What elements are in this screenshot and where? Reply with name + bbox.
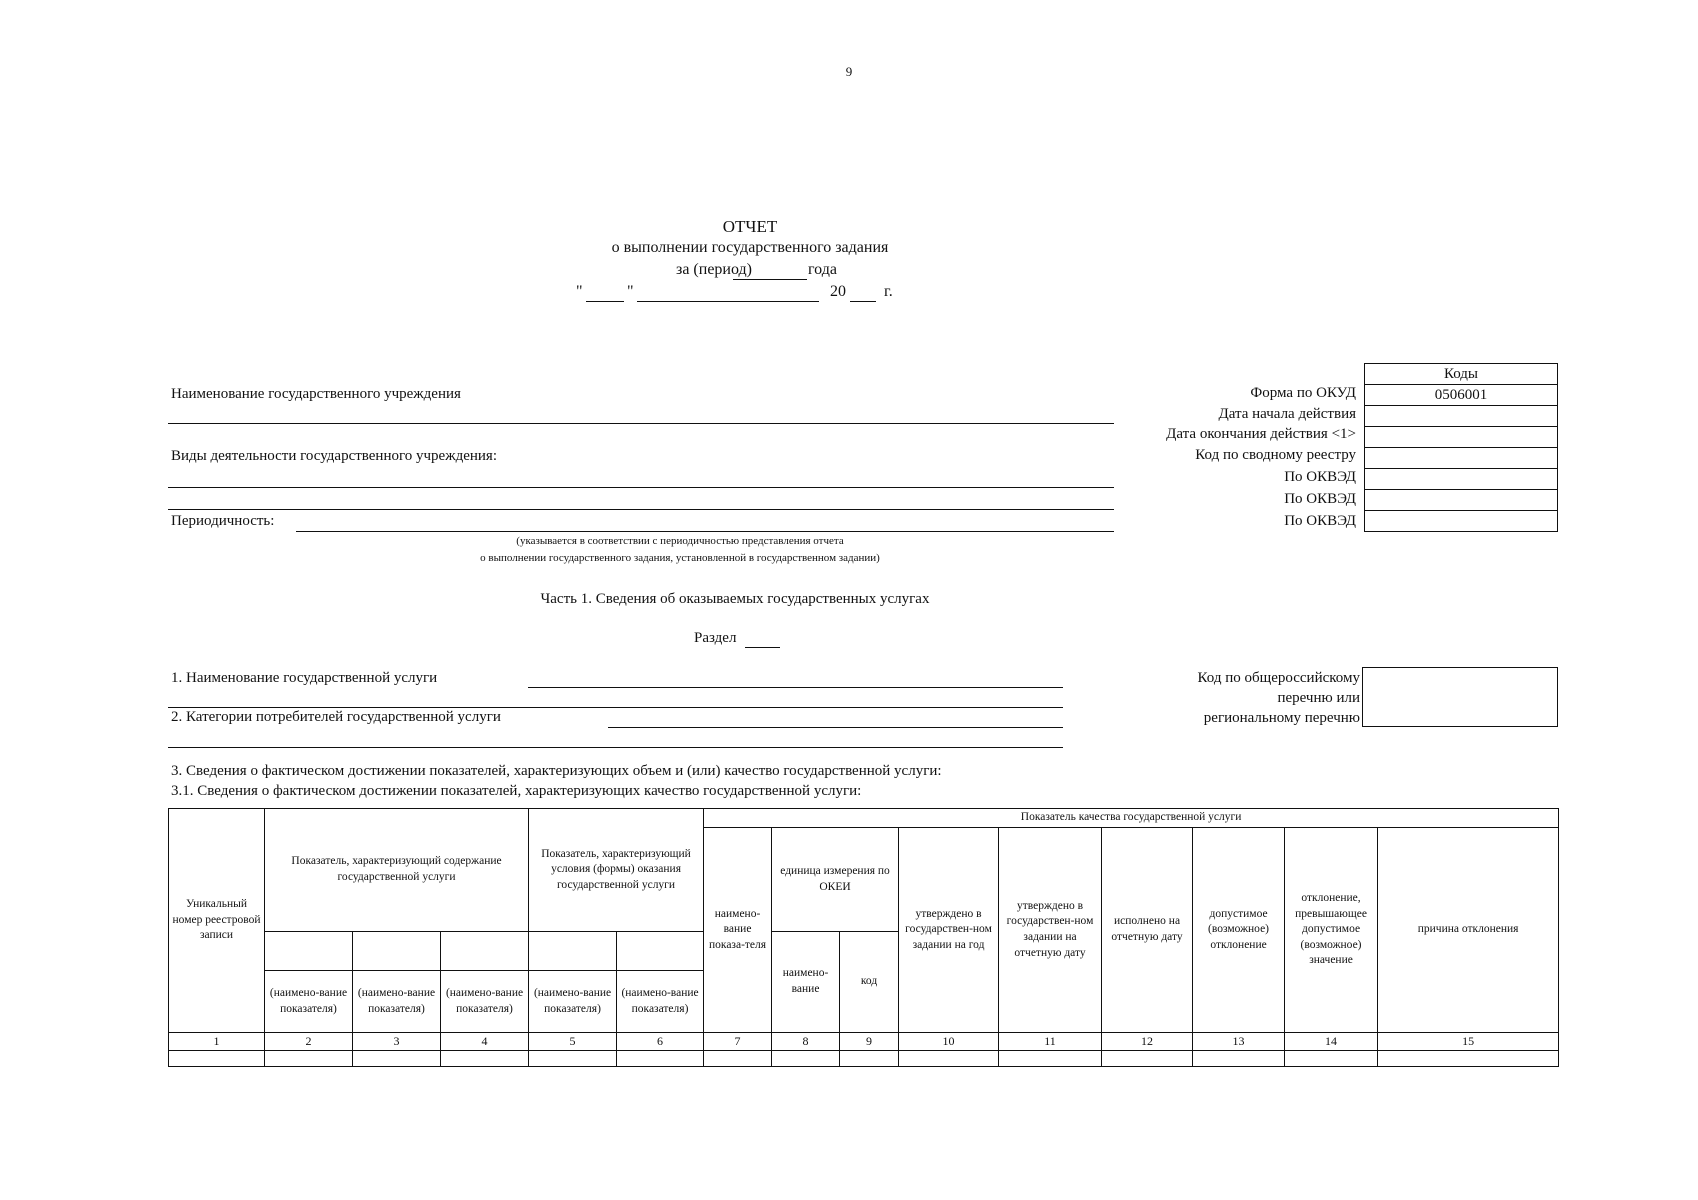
column-number: 1 [169,1033,265,1051]
col-approved-year: утверждено в государствен-ном задании на год [899,828,999,1033]
data-cell[interactable] [704,1051,772,1067]
column-number: 12 [1102,1033,1193,1051]
column-number: 13 [1193,1033,1285,1051]
institution-name-line[interactable] [168,423,1114,424]
col-allowed-deviation: допустимое (возможное) отклонение [1193,828,1285,1033]
sub-label-conditions-2: (наимено-вание показателя) [617,971,704,1033]
item3-heading: 3. Сведения о фактическом достижении показателей, характеризующих объем и (или) качество государственной услуги: [171,763,942,779]
data-cell[interactable] [441,1051,529,1067]
data-cell[interactable] [265,1051,353,1067]
col-deviation-reason: причина отклонения [1378,828,1559,1033]
periodicity-line[interactable] [296,531,1114,532]
date-year-blank [850,301,876,302]
registry-code-label-3: региональному перечню [1203,710,1360,726]
col-done: исполнено на отчетную дату [1102,828,1193,1033]
col-quality-indicator: Показатель качества государственной услуги [704,809,1559,828]
code-label-okved-1: По ОКВЭД [1284,469,1356,485]
periodicity-label: Периодичность: [171,513,275,529]
content-value-2[interactable] [353,932,441,971]
data-cell[interactable] [772,1051,840,1067]
periodicity-note-1: (указывается в соответствии с периодичностью представления отчета [516,535,844,547]
code-label-okud: Форма по ОКУД [1250,385,1356,401]
date-month-blank [637,301,819,302]
date-day-blank [586,301,624,302]
codes-table [1364,363,1558,532]
codes-header: Коды [1365,364,1558,385]
sub-label-conditions-1: (наимено-вание показателя) [529,971,617,1033]
date-year-suffix: г. [884,283,893,300]
content-value-1[interactable] [265,932,353,971]
item31-heading: 3.1. Сведения о фактическом достижении показателей, характеризующих качество государственной услуги: [171,783,862,799]
periodicity-note-2: о выполнении государственного задания, установленной в государственном задании) [480,552,880,564]
code-value-okved-3 [1365,511,1558,532]
registry-code-box[interactable] [1362,667,1558,727]
activity-types-line-1[interactable] [168,487,1114,488]
consumers-line-2[interactable] [168,747,1063,748]
code-value-end-date [1365,427,1558,448]
data-cell[interactable] [1102,1051,1193,1067]
section-blank[interactable] [745,647,780,648]
data-cell[interactable] [353,1051,441,1067]
column-number: 5 [529,1033,617,1051]
column-number: 3 [353,1033,441,1051]
data-cell[interactable] [1378,1051,1559,1067]
part1-title: Часть 1. Сведения об оказываемых государственных услугах [540,591,930,607]
code-label-start-date: Дата начала действия [1218,406,1356,422]
consumers-line-1[interactable] [608,727,1063,728]
sub-label-content-2: (наимено-вание показателя) [353,971,441,1033]
col-exceeding-deviation: отклонение, превышающее допустимое (возможное) значение [1285,828,1378,1033]
registry-code-label-1: Код по общероссийскому [1197,670,1360,686]
code-label-end-date: Дата окончания действия <1> [1166,426,1356,442]
period-prefix: за (период) [676,261,752,278]
col-indicator-name: наимено-вание показа-теля [704,828,772,1033]
code-value-okved-1 [1365,469,1558,490]
column-number: 6 [617,1033,704,1051]
column-number: 4 [441,1033,529,1051]
content-value-3[interactable] [441,932,529,971]
service-name-line-2[interactable] [168,707,1063,708]
code-value-start-date [1365,406,1558,427]
data-cell[interactable] [617,1051,704,1067]
conditions-value-2[interactable] [617,932,704,971]
col-unit: единица измерения по ОКЕИ [772,828,899,932]
column-number: 15 [1378,1033,1559,1051]
data-cell[interactable] [1193,1051,1285,1067]
col-approved-date: утверждено в государствен-ном задании на отчетную дату [999,828,1102,1033]
code-label-okved-2: По ОКВЭД [1284,491,1356,507]
data-cell[interactable] [999,1051,1102,1067]
data-cell[interactable] [169,1051,265,1067]
period-suffix: года [808,261,837,278]
service-name-line-1[interactable] [528,687,1063,688]
date-quote-close: " [627,283,634,300]
column-number: 7 [704,1033,772,1051]
column-number: 14 [1285,1033,1378,1051]
quality-indicators-table [168,808,1559,1067]
column-number: 9 [840,1033,899,1051]
activity-types-line-2[interactable] [168,509,1114,510]
data-cell[interactable] [1285,1051,1378,1067]
col-unique-number: Уникальный номер реестровой записи [169,809,265,1033]
document-subtitle: о выполнении государственного задания [611,239,889,256]
activity-types-label: Виды деятельности государственного учреждения: [171,448,497,464]
data-cell[interactable] [840,1051,899,1067]
page-number: 9 [845,64,853,79]
code-value-okved-2 [1365,490,1558,511]
date-quote-open: " [576,283,583,300]
institution-name-label: Наименование государственного учреждения [171,386,461,402]
conditions-value-1[interactable] [529,932,617,971]
data-cell[interactable] [899,1051,999,1067]
service-name-label: 1. Наименование государственной услуги [171,670,438,686]
code-label-registry: Код по сводному реестру [1195,447,1356,463]
sub-label-content-3: (наимено-вание показателя) [441,971,529,1033]
col-unit-name: наимено-вание [772,932,840,1033]
section-label: Раздел [694,630,737,646]
code-value-registry [1365,448,1558,469]
sub-label-content-1: (наимено-вание показателя) [265,971,353,1033]
column-number: 2 [265,1033,353,1051]
column-number: 10 [899,1033,999,1051]
col-conditions-indicator: Показатель, характеризующий условия (формы) оказания государственной услуги [529,809,704,932]
col-unit-code: код [840,932,899,1033]
code-label-okved-3: По ОКВЭД [1284,513,1356,529]
code-value-okud: 0506001 [1365,385,1558,406]
column-number: 11 [999,1033,1102,1051]
date-year-prefix: 20 [830,283,846,300]
registry-code-label-2: перечню или [1277,690,1360,706]
data-cell[interactable] [529,1051,617,1067]
document-title: ОТЧЕТ [722,217,778,236]
consumers-label: 2. Категории потребителей государственной услуги [171,709,501,725]
col-content-indicator: Показатель, характеризующий содержание государственной услуги [265,809,529,932]
column-number: 8 [772,1033,840,1051]
period-blank [733,279,807,280]
